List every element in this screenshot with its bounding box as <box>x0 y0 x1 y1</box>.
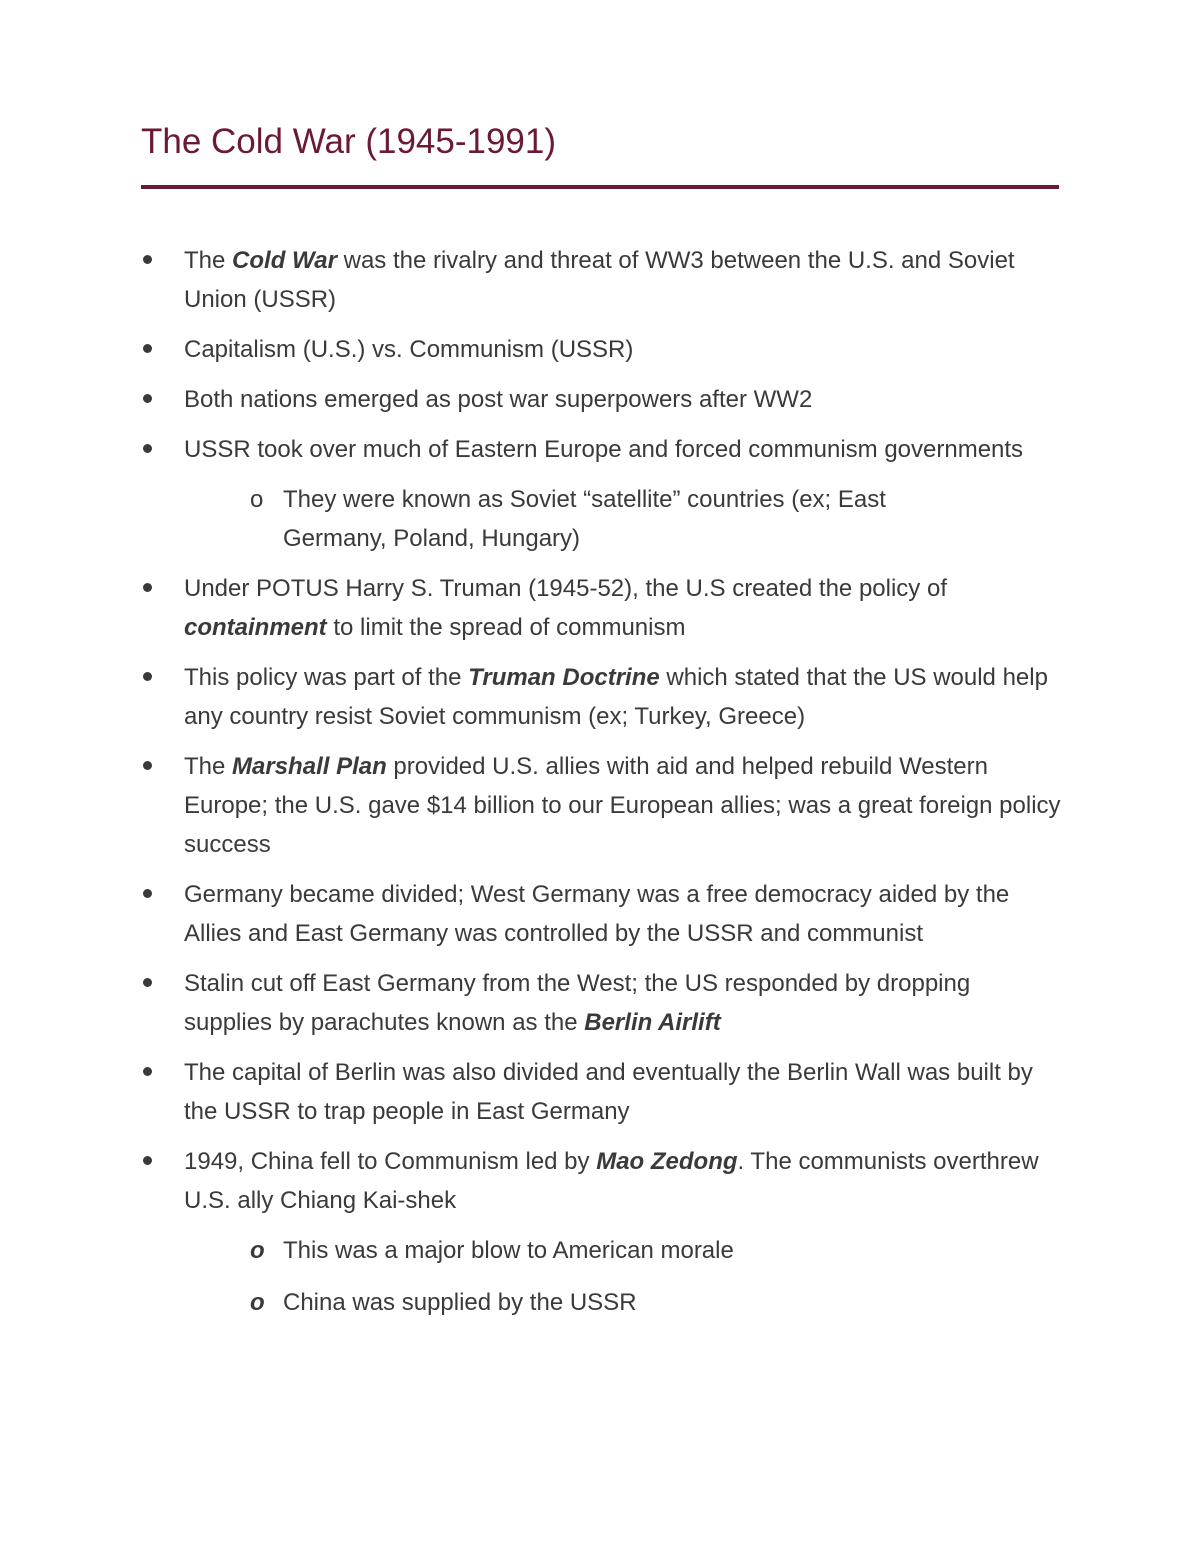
bullet-dot-icon <box>143 255 152 264</box>
item-text: which stated that the US would help any country resist Soviet communism (ex; Turkey, Greece) <box>184 664 1048 730</box>
key-term: Truman Doctrine <box>468 664 660 691</box>
item-text: The <box>184 753 233 780</box>
bullet-dot-icon <box>143 444 152 453</box>
item-text: China was supplied by the USSR <box>283 1289 637 1316</box>
key-term: Mao Zedong <box>596 1148 738 1175</box>
list-item <box>0 330 1064 369</box>
item-text: provided U.S. allies with aid and helped rebuild Western Europe; the U.S. gave $14 billion to our European allies; was a great foreign policy success <box>184 753 1061 858</box>
list-item <box>0 380 1064 419</box>
item-text: was the rivalry and threat of WW3 between the U.S. and Soviet Union (USSR) <box>184 247 1015 313</box>
key-term: Marshall Plan <box>232 753 387 780</box>
bullet-dot-icon <box>143 978 152 987</box>
bullet-dot-icon <box>143 1156 152 1165</box>
item-text: The capital of Berlin was also divided and eventually the Berlin Wall was built by the USSR to trap people in East Germany <box>184 1059 1033 1125</box>
bullet-dot-icon <box>143 761 152 770</box>
bullet-dot-icon <box>143 672 152 681</box>
key-term: Berlin Airlift <box>584 1009 721 1036</box>
sub-list-item <box>0 1283 983 1322</box>
item-text: Under POTUS Harry S. Truman (1945-52), the U.S created the policy of <box>184 575 947 602</box>
item-text: USSR took over much of Eastern Europe and forced communism governments <box>184 436 1024 463</box>
list-item <box>0 430 1064 469</box>
bullet-circle-icon: o <box>250 1289 265 1316</box>
item-text: 1949, China fell to Communism led by <box>184 1148 597 1175</box>
bullet-dot-icon <box>143 344 152 353</box>
list-item <box>0 241 1064 319</box>
page-title: The Cold War (1945-1991) <box>141 122 557 161</box>
item-text: to limit the spread of communism <box>326 614 686 641</box>
sub-list-item <box>0 1231 983 1270</box>
list-item <box>0 1142 1064 1220</box>
key-term: containment <box>184 614 327 641</box>
item-text: The <box>184 247 233 274</box>
item-text: This policy was part of the <box>184 664 469 691</box>
item-text: They were known as Soviet “satellite” countries (ex; East Germany, Poland, Hungary) <box>283 486 886 552</box>
bullet-dot-icon <box>143 1067 152 1076</box>
list-item <box>0 747 1064 864</box>
notes-list <box>0 241 1200 1333</box>
list-item <box>0 569 1064 647</box>
bullet-circle-icon: o <box>250 1237 265 1264</box>
bullet-circle-icon: o <box>250 486 264 513</box>
item-text: . The communists overthrew U.S. ally Chiang Kai-shek <box>184 1148 1039 1214</box>
sub-list-item <box>0 480 983 558</box>
title-underline <box>141 185 1059 189</box>
item-text: Both nations emerged as post war superpowers after WW2 <box>184 386 813 413</box>
key-term: Cold War <box>232 247 337 274</box>
list-item <box>0 964 1064 1042</box>
list-item <box>0 658 1064 736</box>
list-item <box>0 875 1064 953</box>
bullet-dot-icon <box>143 583 152 592</box>
item-text: Stalin cut off East Germany from the West; the US responded by dropping supplies by parachutes known as the <box>184 970 971 1036</box>
bullet-dot-icon <box>143 889 152 898</box>
item-text: Germany became divided; West Germany was a free democracy aided by the Allies and East Germany was controlled by the USSR and communist <box>184 881 1010 947</box>
list-item <box>0 1053 1064 1131</box>
item-text: Capitalism (U.S.) vs. Communism (USSR) <box>184 336 634 363</box>
bullet-dot-icon <box>143 394 152 403</box>
item-text: This was a major blow to American morale <box>283 1237 734 1264</box>
